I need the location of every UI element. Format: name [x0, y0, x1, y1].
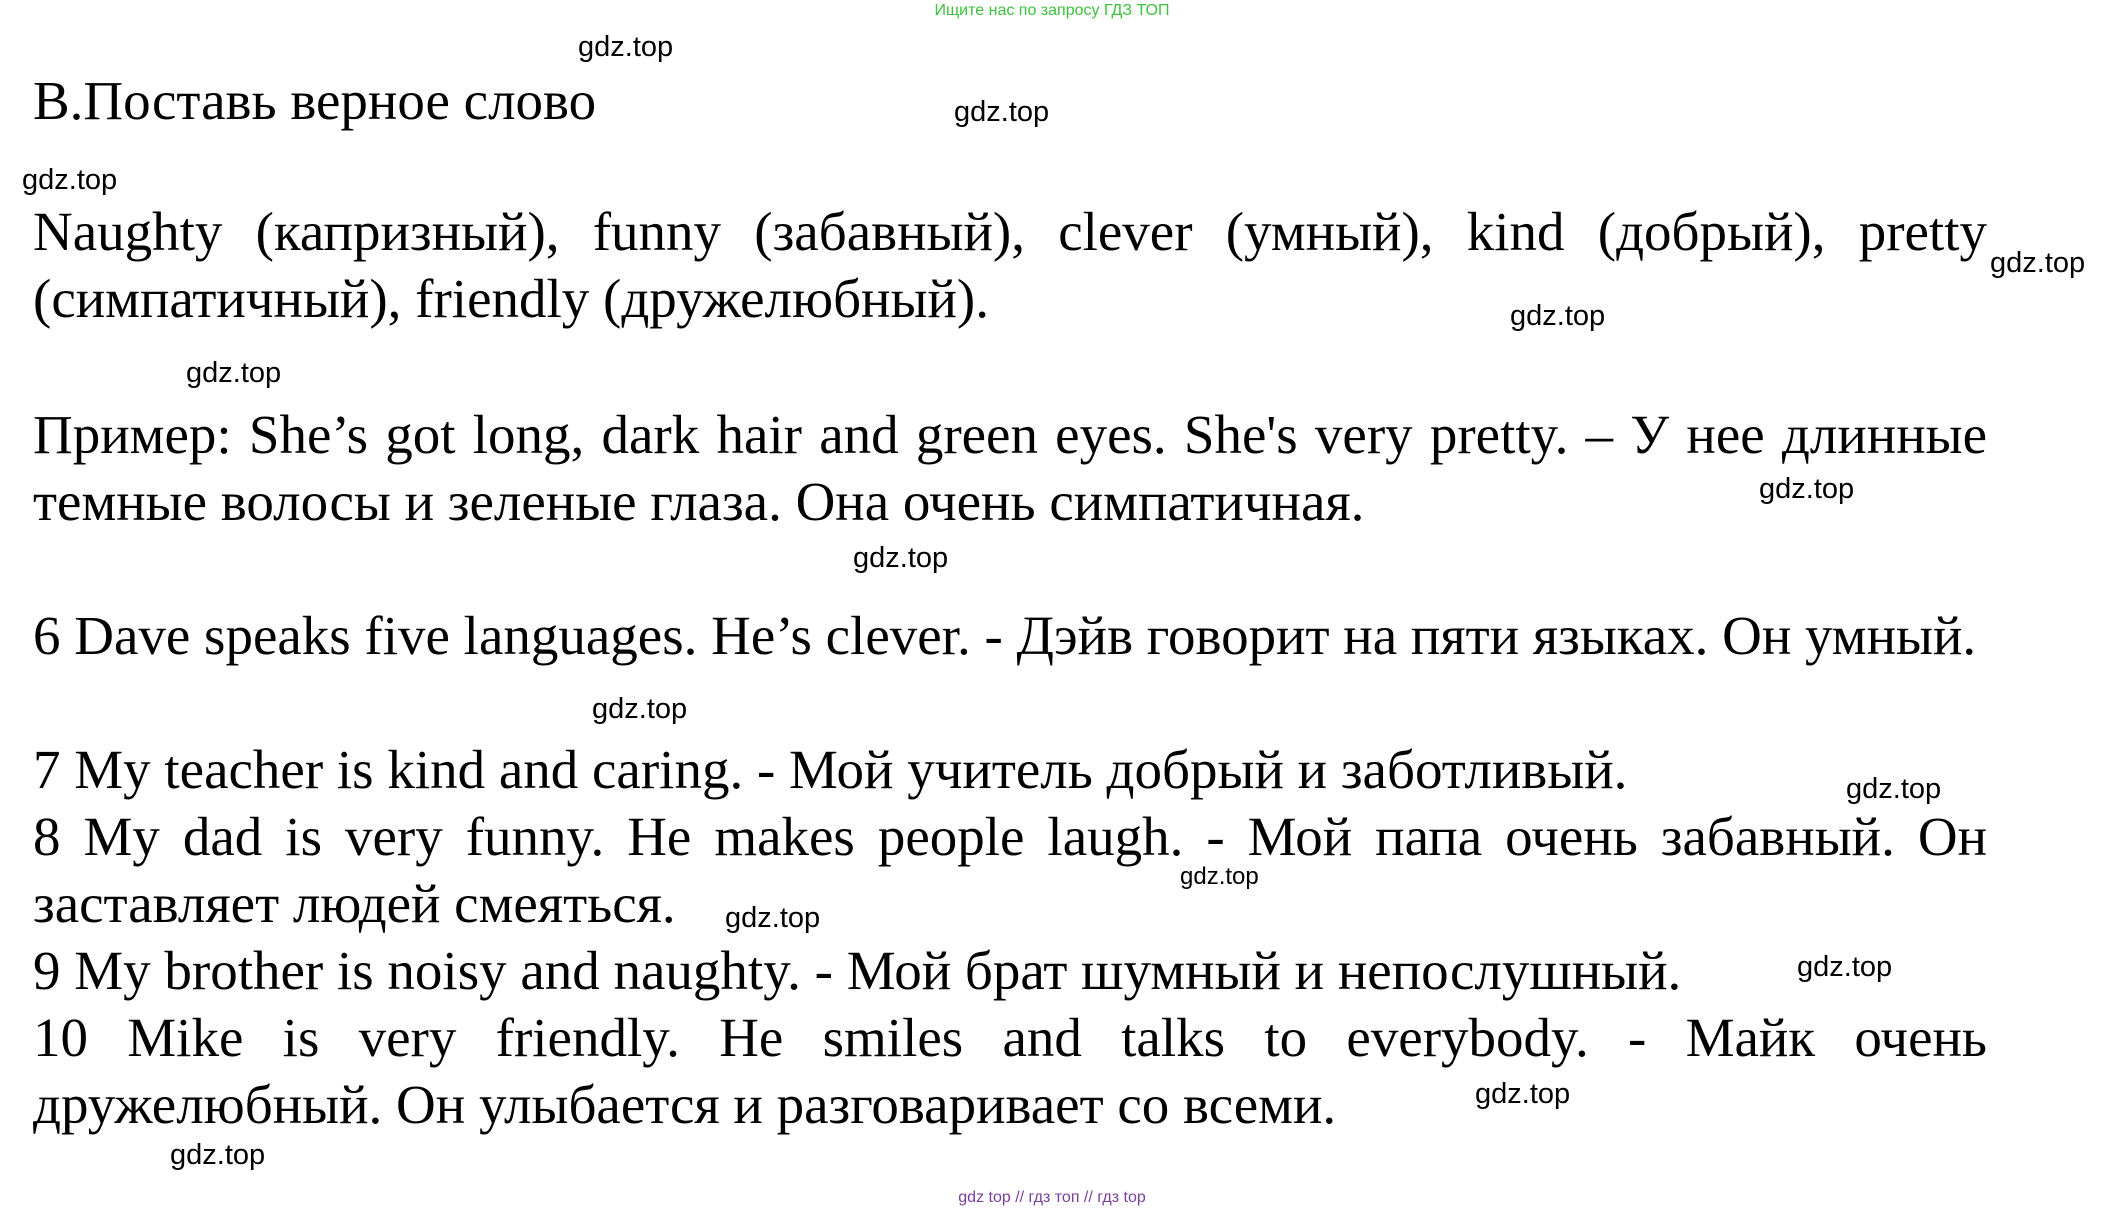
exercise-heading: B.Поставь верное слово: [33, 70, 597, 131]
answer-8: 8 My dad is very funny. He makes people laugh. - Мой папа очень забавный. Он заставляет людей смеяться.: [33, 806, 1987, 934]
watermark: gdz.top: [1510, 300, 1606, 332]
watermark: gdz.top: [1180, 863, 1259, 890]
word-list: Naughty (капризный), funny (забавный), clever (умный), kind (добрый), pretty (симпатичный), friendly (дружелюбный).: [33, 201, 1987, 329]
answer-9: 9 My brother is noisy and naughty. - Мой брат шумный и непослушный.: [33, 940, 1682, 1001]
example-sentence: Пример: She’s got long, dark hair and green eyes. She's very pretty. – У нее длинные темные волосы и зеленые глаза. Она очень симпатичная.: [33, 404, 1987, 532]
watermark: gdz.top: [954, 96, 1050, 128]
watermark: gdz.top: [1990, 247, 2086, 279]
answer-7: 7 My teacher is kind and caring. - Мой учитель добрый и заботливый.: [33, 739, 1628, 800]
watermark: gdz.top: [1475, 1078, 1571, 1110]
watermark: gdz.top: [592, 693, 688, 725]
top-banner: Ищите нас по запросу ГДЗ ТОП: [934, 2, 1170, 19]
watermark: gdz.top: [578, 31, 674, 63]
watermark: gdz.top: [725, 902, 821, 934]
watermark: gdz.top: [186, 357, 282, 389]
bottom-banner: gdz top // гдз топ // гдз top: [958, 1189, 1146, 1206]
answer-10: 10 Mike is very friendly. He smiles and talks to everybody. - Майк очень дружелюбный. Он улыбается и разговаривает со всеми.: [33, 1007, 1987, 1135]
watermark: gdz.top: [170, 1139, 266, 1171]
answer-6: 6 Dave speaks five languages. He’s clever. - Дэйв говорит на пяти языках. Он умный.: [33, 605, 1977, 666]
watermark: gdz.top: [853, 542, 949, 574]
watermark: gdz.top: [1797, 951, 1893, 983]
watermark: gdz.top: [1759, 473, 1855, 505]
watermark: gdz.top: [1846, 773, 1942, 805]
watermark: gdz.top: [22, 164, 118, 196]
